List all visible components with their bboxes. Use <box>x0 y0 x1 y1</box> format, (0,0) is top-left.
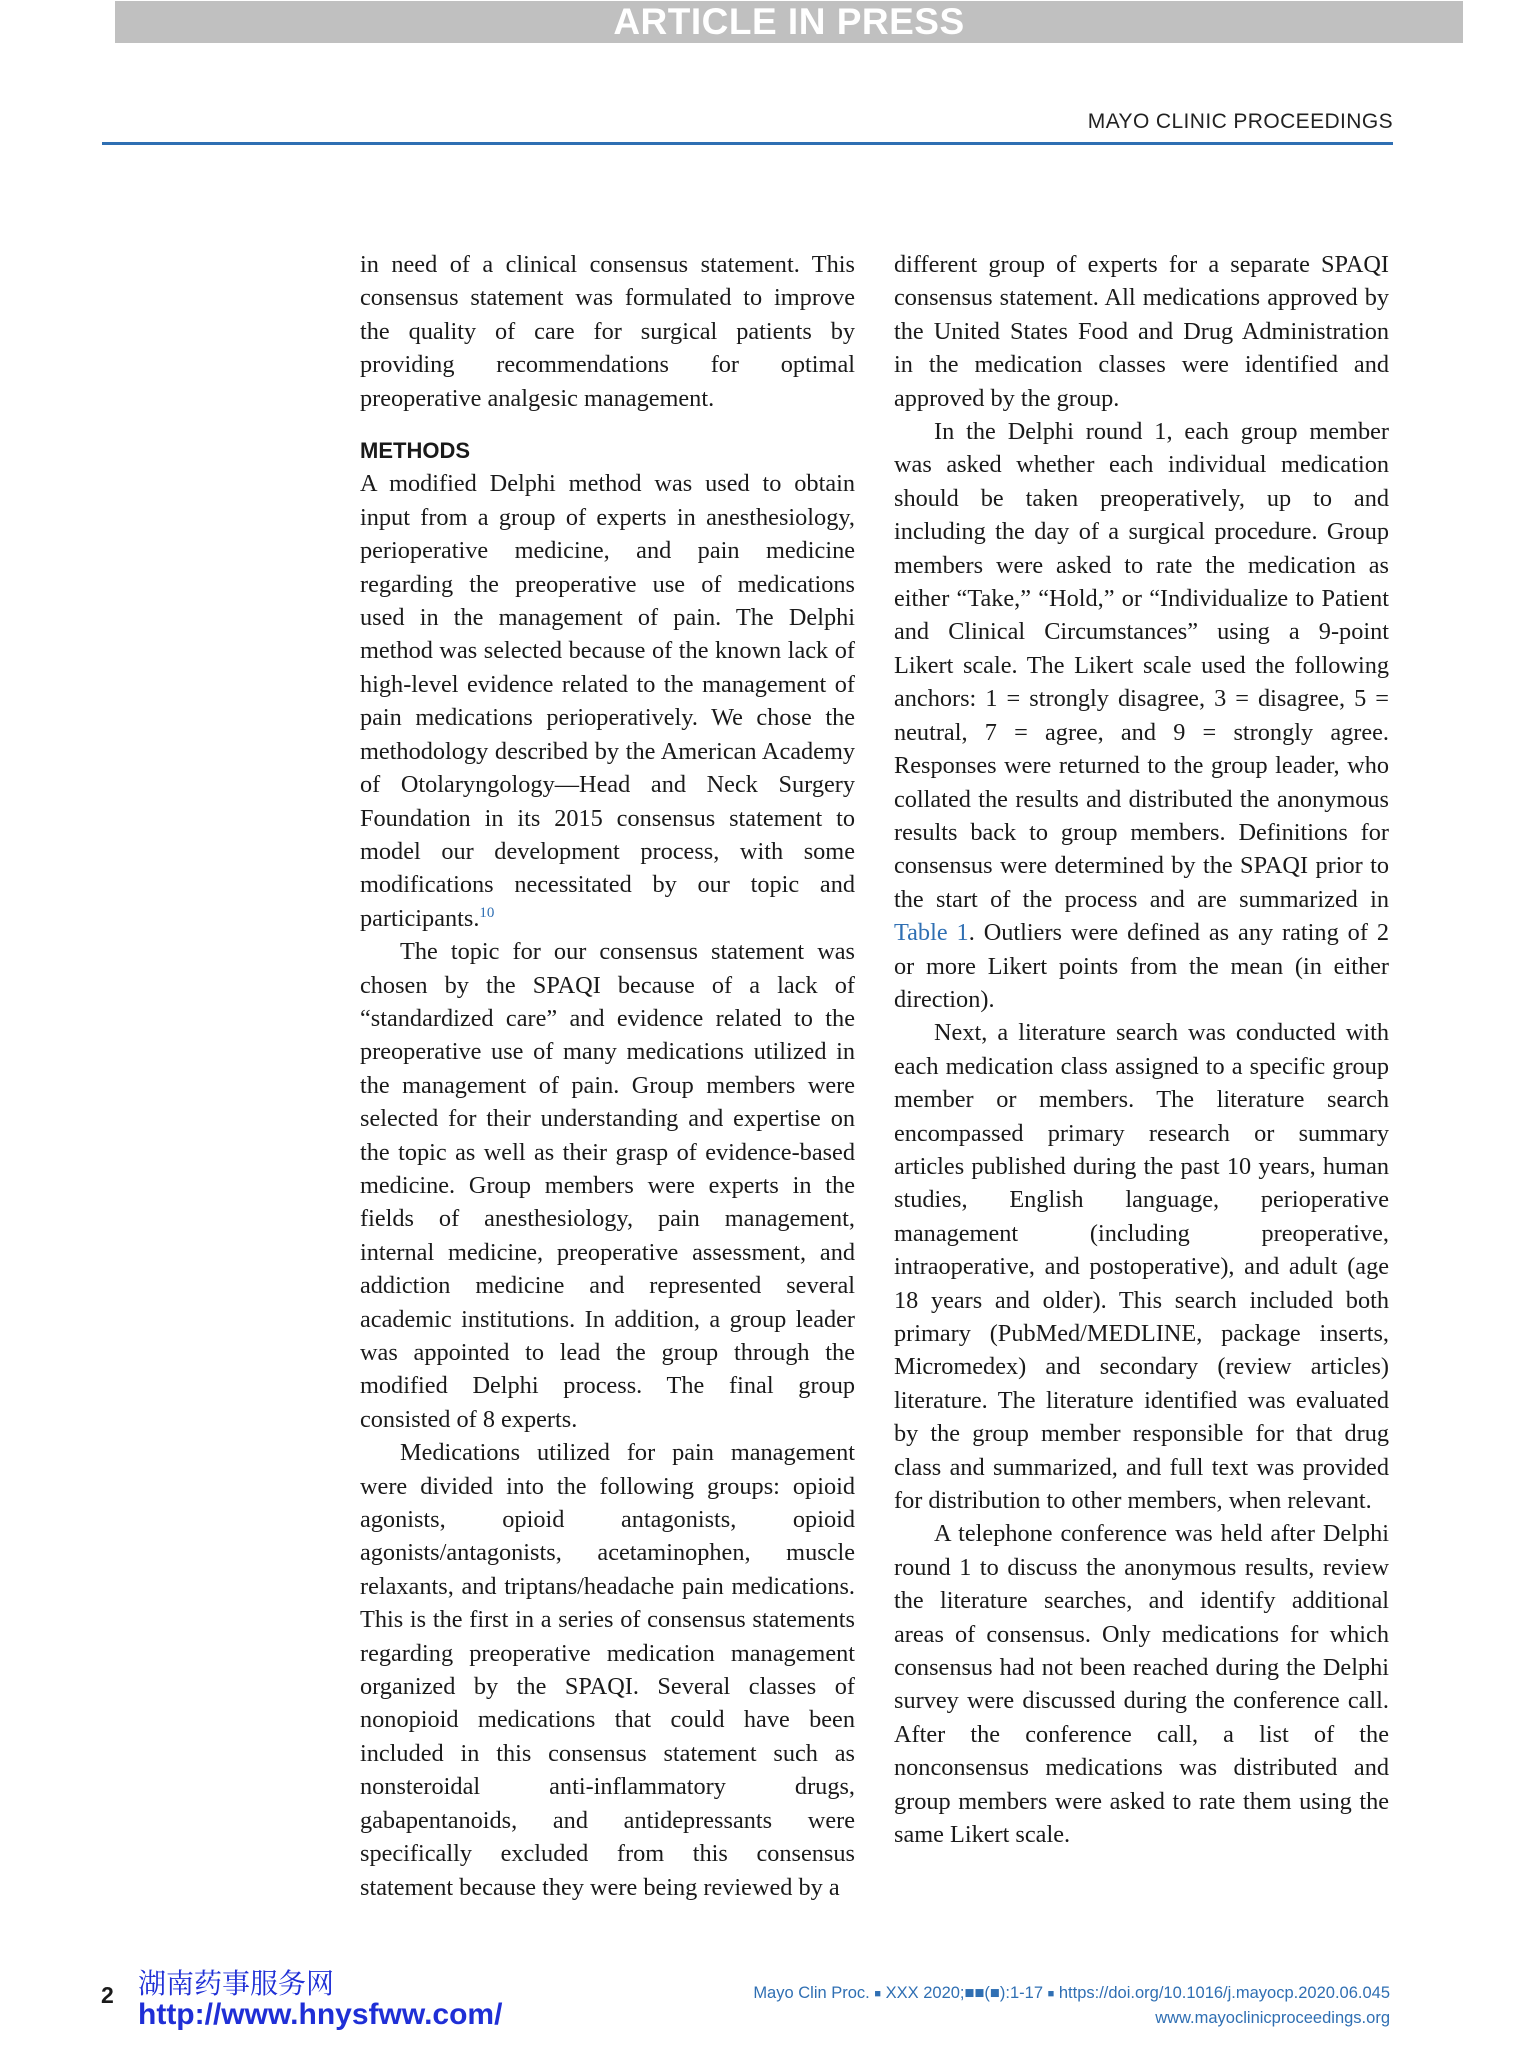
right-paragraph-2 <box>894 415 1389 1016</box>
methods-paragraph-1 <box>360 467 855 935</box>
watermark-url[interactable]: http://www.hnysfww.com/ <box>138 1998 503 2031</box>
table-1-link[interactable]: Table 1 <box>894 919 969 947</box>
methods-heading: METHODS <box>360 438 470 464</box>
separator-square-icon: ■ <box>1047 1988 1055 2000</box>
issue-info: XXX 2020;■■(■):1-17 <box>885 1984 1043 2002</box>
right-paragraph-4: A telephone conference was held after Delphi round 1 to discuss the anonymous results, review the literature searches, and identify additional areas of consensus. Only medications for which consensus had not been reached during the Delphi survey were discussed during the conference call. After the conference call, a list of the nonconsensus medications was distributed and group members were asked to rate them using the same Likert scale. <box>894 1520 1389 1849</box>
right-paragraph-2-tail: . Outliers were defined as any rating of 2 or more Likert points from the mean (in either direction). <box>894 919 1389 1013</box>
right-paragraph-1: different group of experts for a separate SPAQI consensus statement. All medications approved by the United States Food and Drug Administration in the medication classes were identified and approved by the group. <box>894 251 1389 412</box>
separator-square-icon: ■ <box>874 1988 882 2000</box>
journal-running-header: MAYO CLINIC PROCEEDINGS <box>1087 110 1393 133</box>
right-paragraph-2-text: In the Delphi round 1, each group member was asked whether each individual medication should be taken preoperatively, up to and including the day of a surgical procedure. Group members were asked to rate the medication as either “Take,” “Hold,” or “Individualize to Patient and Clinical Circumstances” using a 9-point Likert scale. The Likert scale used the following anchors: 1 = strongly disagree, 3 = disagree, 5 = neutral, 7 = agree, and 9 = strongly agree. Responses were returned to the group leader, who collated the results and distributed the anonymous results back to group members. Definitions for consensus were determined by the SPAQI prior to the start of the process and are summarized in <box>894 418 1389 913</box>
journal-abbrev: Mayo Clin Proc. <box>753 1984 870 2002</box>
left-column <box>360 248 855 1904</box>
right-paragraph-3: Next, a literature search was conducted with each medication class assigned to a specific group member or members. The literature search encompassed primary research or summary articles published during the past 10 years, human studies, English language, perioperative management (including preoperative, intraoperative, and postoperative), and adult (age 18 years and older). This search included both primary (PubMed/MEDLINE, package inserts, Micromedex) and secondary (review articles) literature. The literature identified was evaluated by the group member responsible for that drug class and summarized, and full text was provided for distribution to other members, when relevant. <box>894 1019 1389 1515</box>
right-column <box>894 248 1389 1852</box>
intro-paragraph: in need of a clinical consensus statement. This consensus statement was formulated to improve the quality of care for surgical patients by providing recommendations for optimal preoperative analgesic management. <box>360 251 855 412</box>
page-number: 2 <box>101 1982 114 2008</box>
watermark-chinese-text: 湖南药事服务网 <box>138 1967 335 2000</box>
footer-citation <box>753 1984 1390 2003</box>
doi-link[interactable]: https://doi.org/10.1016/j.mayocp.2020.06.045 <box>1058 1984 1390 2002</box>
methods-paragraph-2: The topic for our consensus statement was chosen by the SPAQI because of a lack of “standardized care” and evidence related to the preoperative use of many medications utilized in the management of pain. Group members were selected for their understanding and expertise on the topic as well as their grasp of evidence-based medicine. Group members were experts in the fields of anesthesiology, pain management, internal medicine, preoperative assessment, and addiction medicine and represented several academic institutions. In addition, a group leader was appointed to lead the group through the modified Delphi process. The final group consisted of 8 experts. <box>360 938 855 1433</box>
article-in-press-banner: ARTICLE IN PRESS <box>115 1 1463 43</box>
header-rule <box>102 142 1393 145</box>
journal-website-link[interactable]: www.mayoclinicproceedings.org <box>1155 2009 1390 2027</box>
methods-paragraph-3: Medications utilized for pain management were divided into the following groups: opioid agonists, opioid antagonists, opioid agonists/antagonists, acetaminophen, muscle relaxants, and triptans/headache pain medications. This is the first in a series of consensus statements regarding preoperative medication management organized by the SPAQI. Several classes of nonopioid medications that could have been included in this consensus statement such as nonsteroidal anti-inflammatory drugs, gabapentanoids, and antidepressants were specifically excluded from this consensus statement because they were being reviewed by a <box>360 1439 855 1901</box>
reference-link[interactable]: 10 <box>479 904 495 921</box>
methods-paragraph-1-text: A modified Delphi method was used to obtain input from a group of experts in anesthesiology, perioperative medicine, and pain medicine regarding the preoperative use of medications used in the management of pain. The Delphi method was selected because of the known lack of high-level evidence related to the management of pain medications perioperatively. We chose the methodology described by the American Academy of Otolaryngology—Head and Neck Surgery Foundation in its 2015 consensus statement to model our development process, with some modifications necessitated by our topic and participants. <box>360 470 855 932</box>
